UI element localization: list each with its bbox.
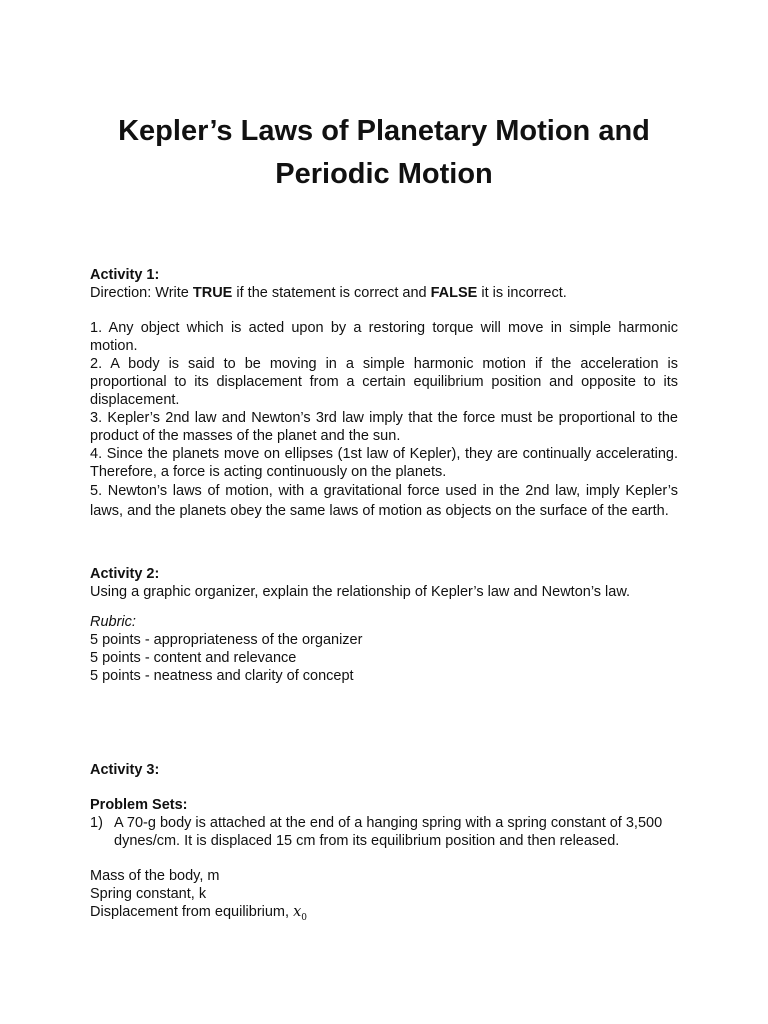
activity-3-heading: Activity 3: bbox=[90, 762, 160, 778]
given-spring-constant: Spring constant, k bbox=[90, 886, 207, 902]
page-title bbox=[70, 110, 698, 196]
problem-text: A 70-g body is attached at the end of a hanging spring with a spring constant of 3,500 dynes/cm. It is displaced 15 cm from its equilibrium position and then released. bbox=[114, 815, 663, 849]
rubric-label: Rubric: bbox=[90, 614, 136, 630]
rubric-item: 5 points - content and relevance bbox=[90, 650, 297, 666]
document-body bbox=[90, 266, 678, 927]
given-displacement: Displacement from equilibrium, $x_0$ bbox=[90, 904, 307, 923]
rubric-item: 5 points - appropriateness of the organizer bbox=[90, 632, 363, 648]
spacer bbox=[90, 685, 678, 761]
statement-1: 1. Any object which is acted upon by a restoring torque will move in simple harmonic motion. bbox=[90, 320, 678, 354]
spacer bbox=[90, 779, 678, 796]
statement-4: 4. Since the planets move on ellipses (1st law of Kepler), they are continually accelerating. Therefore, a force is acting continuously on the planets. bbox=[90, 446, 678, 480]
problem-1 bbox=[90, 814, 678, 850]
activity-1-heading: Activity 1: bbox=[90, 267, 160, 283]
activity-1-direction: Direction: Write TRUE if the statement is correct and FALSE it is incorrect. bbox=[90, 285, 567, 301]
rubric-item: 5 points - neatness and clarity of concept bbox=[90, 668, 354, 684]
spacer bbox=[90, 302, 678, 319]
false-keyword: FALSE bbox=[430, 285, 478, 301]
statement-5: 5. Newton’s laws of motion, with a gravitational force used in the 2nd law, imply Kepler’s laws, and the planets obey the same laws of motion as objects on the surface of the earth. bbox=[90, 483, 678, 519]
spacer bbox=[90, 601, 678, 613]
title-line-1: Kepler’s Laws of Planetary Motion and bbox=[118, 115, 650, 147]
x0-symbol: $x_0$ bbox=[293, 904, 307, 923]
statement-3: 3. Kepler’s 2nd law and Newton’s 3rd law imply that the force must be proportional to the product of the masses of the planet and the sun. bbox=[90, 410, 678, 444]
activity-2-heading: Activity 2: bbox=[90, 566, 160, 582]
problem-sets-label: Problem Sets: bbox=[90, 797, 188, 813]
problem-number: 1) bbox=[90, 815, 103, 831]
statement-2: 2. A body is said to be moving in a simple harmonic motion if the acceleration is proportional to its displacement from a certain equilibrium position and opposite to its displacement. bbox=[90, 356, 678, 408]
given-mass: Mass of the body, m bbox=[90, 868, 220, 884]
spacer bbox=[90, 521, 678, 565]
true-keyword: TRUE bbox=[192, 285, 233, 301]
title-line-2: Periodic Motion bbox=[275, 158, 493, 190]
spacer bbox=[90, 850, 678, 867]
activity-2-instruction: Using a graphic organizer, explain the relationship of Kepler’s law and Newton’s law. bbox=[90, 584, 631, 600]
